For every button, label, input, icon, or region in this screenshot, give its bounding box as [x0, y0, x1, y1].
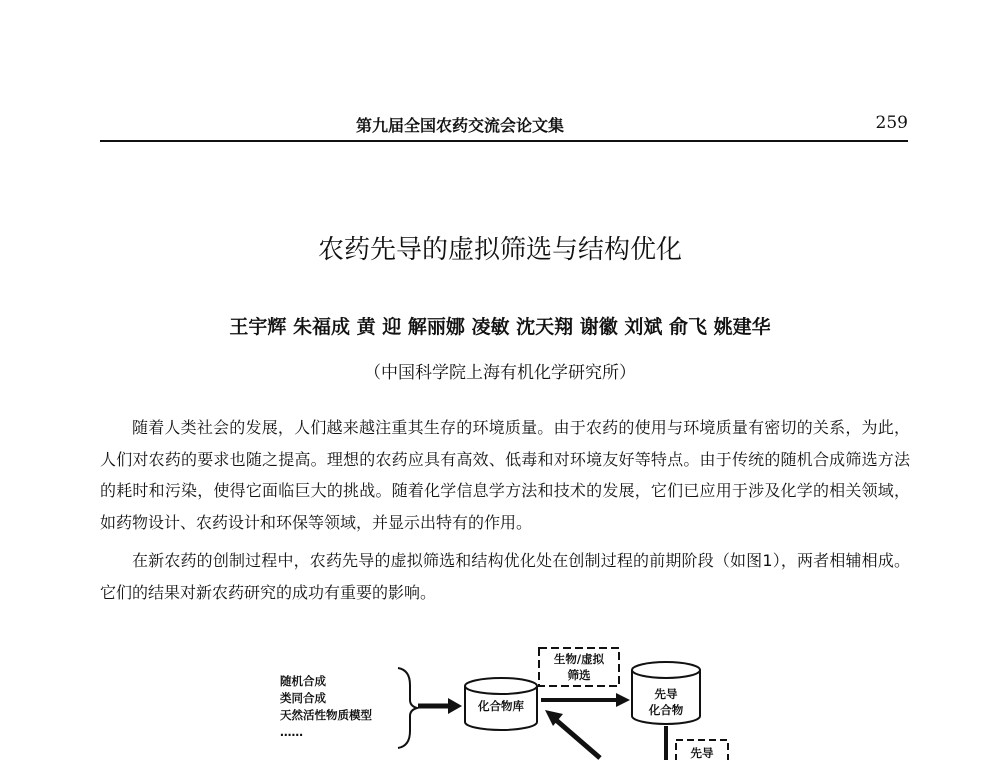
screening-label-line2: 筛选	[567, 668, 591, 682]
source-ellipsis: ……	[280, 725, 303, 739]
source-natural-model: 天然活性物质模型	[280, 708, 372, 722]
right-brace	[398, 668, 417, 748]
author-list: 王宇辉 朱福成 黄 迎 解丽娜 凌敏 沈天翔 谢徽 刘斌 俞飞 姚建华	[229, 316, 771, 338]
lead-bottom-label: 先导	[690, 746, 714, 760]
lead-label-line1: 先导	[654, 687, 678, 701]
lead-label-line2: 化合物	[648, 703, 684, 717]
source-random-synthesis: 随机合成	[280, 674, 326, 688]
arrowhead-icon	[616, 693, 630, 707]
paragraph-text: 随着人类社会的发展，人们越来越注重其生存的环境质量。由于农药的使用与环境质量有密切的关系，为此，人们对农药的要求也随之提高。理想的农药应具有高效、低毒和对环境友好等特点。由于传统的随机合成筛选方法的耗时和污染，使得它面临巨大的挑战。随着化学信息学方法和技术的发展，它们已应用于涉及化学的相关领域，如药物设计、农药设计和环保等领域，并显示出特有的作用。	[100, 418, 910, 532]
library-label: 化合物库	[478, 699, 524, 713]
paper-title: 农药先导的虚拟筛选与结构优化	[317, 235, 682, 265]
page-number: 259	[875, 113, 908, 133]
lead-label	[632, 686, 700, 718]
arrowhead-icon	[448, 698, 462, 714]
paragraph-text: 在新农药的创制过程中，农药先导的虚拟筛选和结构优化处在创制过程的前期阶段（如图1），两者相辅相成。它们的结果对新农药研究的成功有重要的影响。	[100, 551, 910, 602]
journal-header: 第九届全国农药交流会论文集	[355, 116, 564, 135]
affiliation: （中国科学院上海有机化学研究所）	[364, 363, 636, 383]
screening-label-line1: 生物/虚拟	[553, 652, 605, 666]
screening-label	[541, 651, 617, 683]
feedback-arrow	[556, 720, 600, 758]
source-analog-synthesis: 类同合成	[280, 691, 326, 705]
